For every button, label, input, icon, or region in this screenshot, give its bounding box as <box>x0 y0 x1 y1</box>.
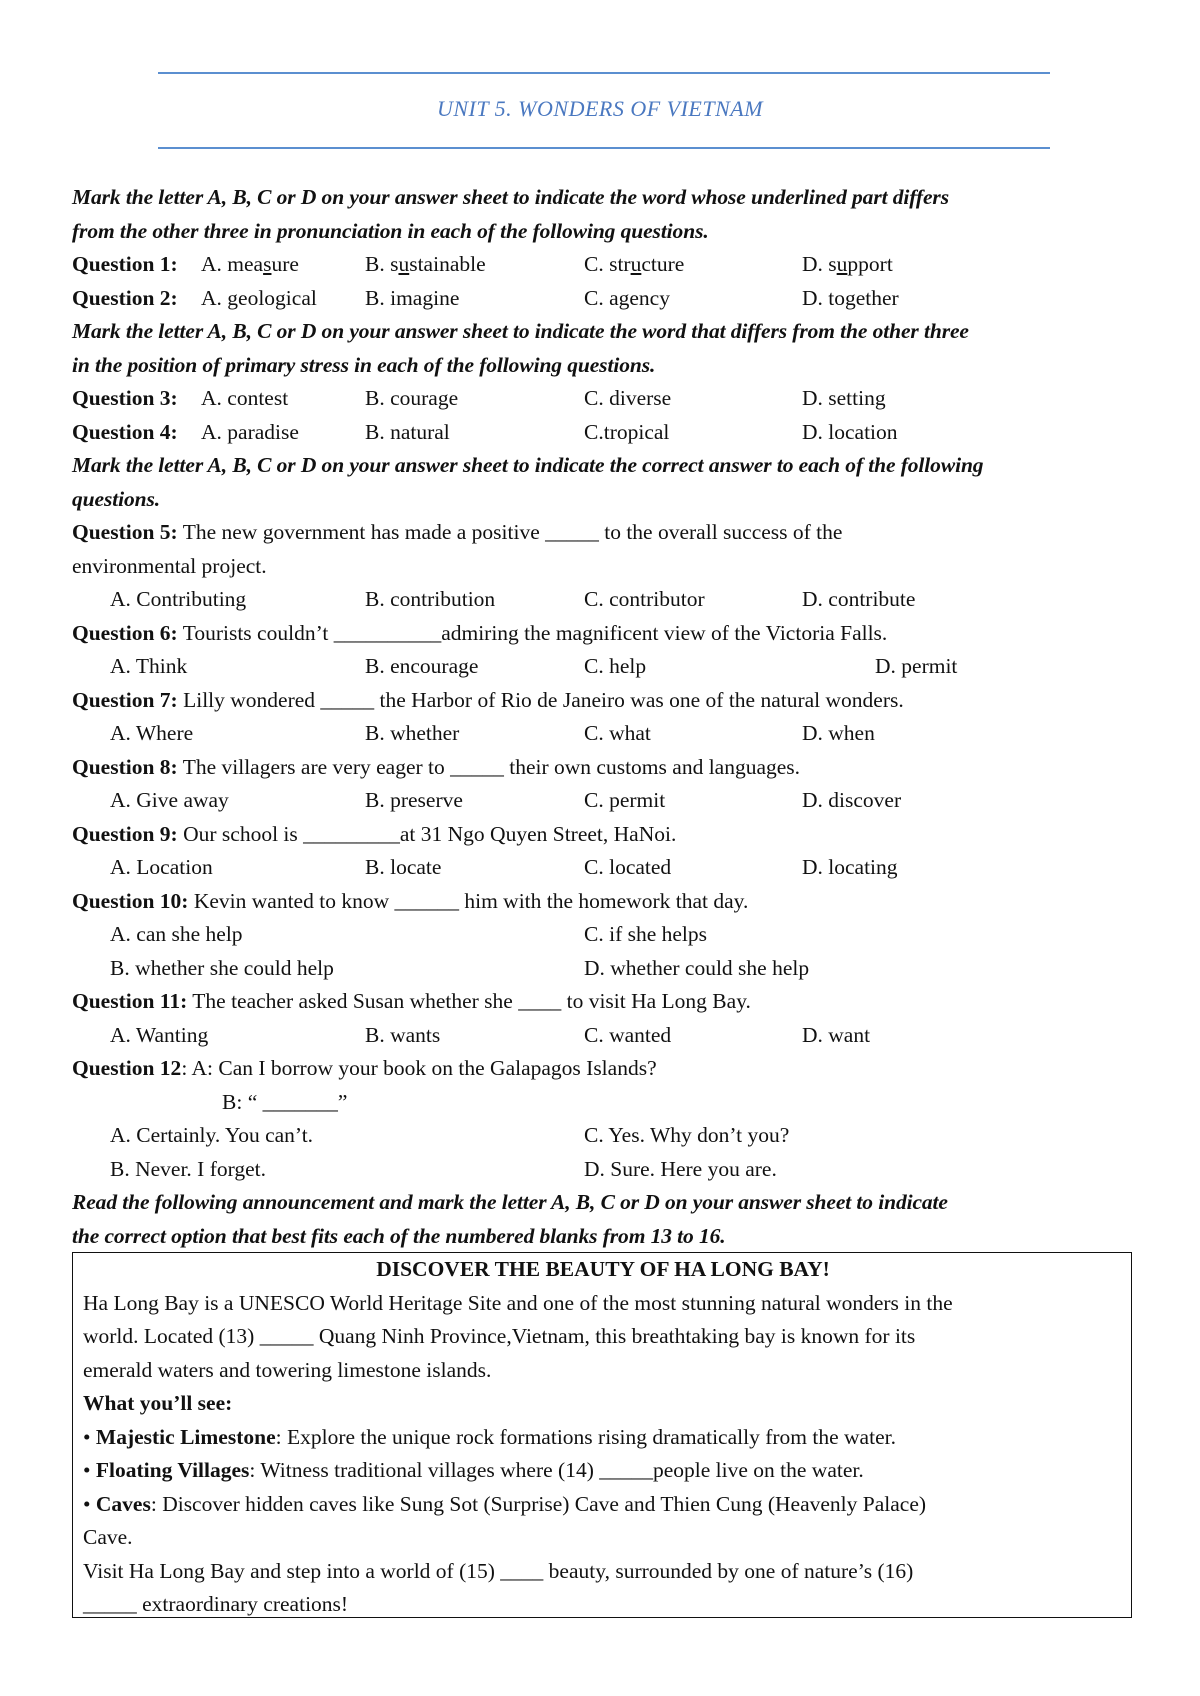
option-c: C. permit <box>584 788 666 812</box>
option-d: D. contribute <box>802 587 916 611</box>
option-d: D. support <box>802 252 893 276</box>
option-b: B. courage <box>365 386 459 410</box>
question-row <box>72 382 1140 416</box>
question-text: Kevin wanted to know ______ him with the homework that day. <box>188 888 749 913</box>
option-c: C. Yes. Why don’t you? <box>584 1123 790 1147</box>
question-text-continued: environmental project. <box>72 553 267 578</box>
options-row <box>72 784 1140 818</box>
instruction: questions. <box>72 486 161 511</box>
question-label: Question 3: <box>72 386 178 410</box>
option-d: D. discover <box>802 788 902 812</box>
section-heading: What you’ll see: <box>83 1391 233 1415</box>
bullet-item: • Floating Villages: Witness traditional villages where (14) _____people live on the water. <box>83 1458 864 1482</box>
question-row <box>72 416 1140 450</box>
option-a: A. geological <box>201 285 317 310</box>
instruction: Mark the letter A, B, C or D on your answer sheet to indicate the word whose underlined part differs <box>72 185 949 209</box>
question-stem <box>72 516 1140 550</box>
option-b: B. preserve <box>365 788 463 812</box>
option-a: A. measure <box>201 252 299 276</box>
option-b: B. sustainable <box>365 252 486 276</box>
question-label: Question 6: <box>72 620 178 645</box>
option-d: D. locating <box>802 855 898 879</box>
option-c: C. contributor <box>584 587 705 611</box>
title-underline <box>158 147 1050 149</box>
question-stem <box>72 684 1140 718</box>
question-text: The villagers are very eager to _____ their own customs and languages. <box>177 754 801 779</box>
announcement-text: emerald waters and towering limestone islands. <box>83 1357 492 1382</box>
worksheet-body <box>72 181 1140 1253</box>
options-row <box>72 1153 1140 1187</box>
option-a: A. Give away <box>110 788 229 812</box>
announcement-text: _____ extraordinary creations! <box>83 1592 349 1616</box>
option-b: B. encourage <box>365 654 479 678</box>
question-stem <box>72 885 1140 919</box>
option-a: A. paradise <box>201 419 299 444</box>
announcement-box <box>72 1252 1132 1618</box>
option-d: D. whether could she help <box>584 955 810 980</box>
question-label: Question 10: <box>72 888 189 913</box>
option-b: B. wants <box>365 1022 441 1047</box>
question-text: The teacher asked Susan whether she ____ to visit Ha Long Bay. <box>187 989 751 1013</box>
top-rule <box>158 72 1050 74</box>
instruction: the correct option that best fits each of the numbered blanks from 13 to 16. <box>72 1223 726 1248</box>
question-stem <box>72 1052 1140 1086</box>
option-a: A. can she help <box>110 922 243 946</box>
question-label: Question 5: <box>72 520 178 544</box>
bullet-item: • Majestic Limestone: Explore the unique rock formations rising dramatically from the water. <box>83 1424 896 1449</box>
option-b: B. imagine <box>365 285 460 310</box>
options-row <box>72 1019 1140 1053</box>
question-text: Our school is _________at 31 Ngo Quyen Street, HaNoi. <box>177 821 677 846</box>
instruction: Mark the letter A, B, C or D on your answer sheet to indicate the word that differs from the other three <box>72 319 969 343</box>
bullet-item: • Caves: Discover hidden caves like Sung Sot (Surprise) Cave and Thien Cung (Heavenly Palace) <box>83 1491 927 1516</box>
question-text-continued: B: “ _______” <box>222 1089 348 1114</box>
option-d: D. want <box>802 1022 871 1047</box>
option-a: A. Contributing <box>110 587 247 611</box>
bullet-icon: • <box>83 1458 96 1482</box>
question-label: Question 4: <box>72 419 178 444</box>
question-row <box>72 282 1140 316</box>
option-b: B. whether she could help <box>110 955 334 980</box>
option-d: D. location <box>802 419 898 444</box>
options-row <box>72 851 1140 885</box>
option-a: A. Think <box>110 654 188 678</box>
option-c: C. help <box>584 654 647 678</box>
announcement-text: world. Located (13) _____ Quang Ninh Province,Vietnam, this breathtaking bay is known for its <box>83 1324 916 1348</box>
question-stem <box>72 751 1140 785</box>
option-c: C. what <box>584 721 651 745</box>
question-stem <box>72 985 1140 1019</box>
option-a: A. Certainly. You can’t. <box>110 1123 314 1147</box>
option-a: A. Wanting <box>110 1022 209 1047</box>
option-a: A. contest <box>201 386 289 410</box>
option-c: C.tropical <box>584 419 670 444</box>
option-b: B. Never. I forget. <box>110 1156 267 1181</box>
instruction: in the position of primary stress in each of the following questions. <box>72 352 656 377</box>
option-d: D. together <box>802 285 899 310</box>
options-row <box>72 952 1140 986</box>
question-label: Question 11: <box>72 989 188 1013</box>
question-text: Lilly wondered _____ the Harbor of Rio de Janeiro was one of the natural wonders. <box>177 687 904 712</box>
option-d: D. Sure. Here you are. <box>584 1156 777 1181</box>
option-b: B. contribution <box>365 587 496 611</box>
question-text: Tourists couldn’t __________admiring the magnificent view of the Victoria Falls. <box>177 620 888 645</box>
options-row <box>72 583 1140 617</box>
instruction: from the other three in pronunciation in each of the following questions. <box>72 218 709 243</box>
question-text: The new government has made a positive _____ to the overall success of the <box>177 520 843 544</box>
question-text: : A: Can I borrow your book on the Galapagos Islands? <box>181 1056 657 1080</box>
announcement-title: DISCOVER THE BEAUTY OF HA LONG BAY! <box>376 1257 830 1281</box>
bullet-icon: • <box>83 1491 96 1516</box>
option-b: B. locate <box>365 855 442 879</box>
bullet-item-continued: Cave. <box>83 1525 133 1549</box>
question-label: Question 8: <box>72 754 178 779</box>
option-c: C. structure <box>584 252 685 276</box>
page-title: UNIT 5. WONDERS OF VIETNAM <box>436 96 764 121</box>
question-row <box>72 248 1140 282</box>
question-label: Question 2: <box>72 285 178 310</box>
option-c: C. if she helps <box>584 922 708 946</box>
question-label: Question 7: <box>72 687 178 712</box>
announcement-text: Visit Ha Long Bay and step into a world of (15) ____ beauty, surrounded by one of nature’s (16) <box>83 1558 914 1583</box>
option-a: A. Location <box>110 855 213 879</box>
options-row <box>72 717 1140 751</box>
options-row <box>72 918 1140 952</box>
bullet-icon: • <box>83 1424 96 1449</box>
option-d: D. when <box>802 721 875 745</box>
option-c: C. diverse <box>584 386 672 410</box>
question-stem <box>72 818 1140 852</box>
option-c: C. agency <box>584 285 670 310</box>
option-c: C. wanted <box>584 1022 672 1047</box>
option-a: A. Where <box>110 721 194 745</box>
option-c: C. located <box>584 855 672 879</box>
option-d: D. permit <box>875 654 958 678</box>
option-d: D. setting <box>802 386 886 410</box>
option-b: B. natural <box>365 419 450 444</box>
instruction: Read the following announcement and mark the letter A, B, C or D on your answer sheet to indicate <box>72 1190 948 1214</box>
question-label: Question 1: <box>72 252 178 276</box>
question-label: Question 9: <box>72 821 178 846</box>
announcement-text: Ha Long Bay is a UNESCO World Heritage Site and one of the most stunning natural wonders in the <box>83 1290 953 1315</box>
instruction: Mark the letter A, B, C or D on your answer sheet to indicate the correct answer to each of the following <box>72 453 984 477</box>
options-row <box>72 1119 1140 1153</box>
question-label: Question 12 <box>72 1056 182 1080</box>
option-b: B. whether <box>365 721 460 745</box>
options-row <box>72 650 1140 684</box>
question-stem <box>72 617 1140 651</box>
